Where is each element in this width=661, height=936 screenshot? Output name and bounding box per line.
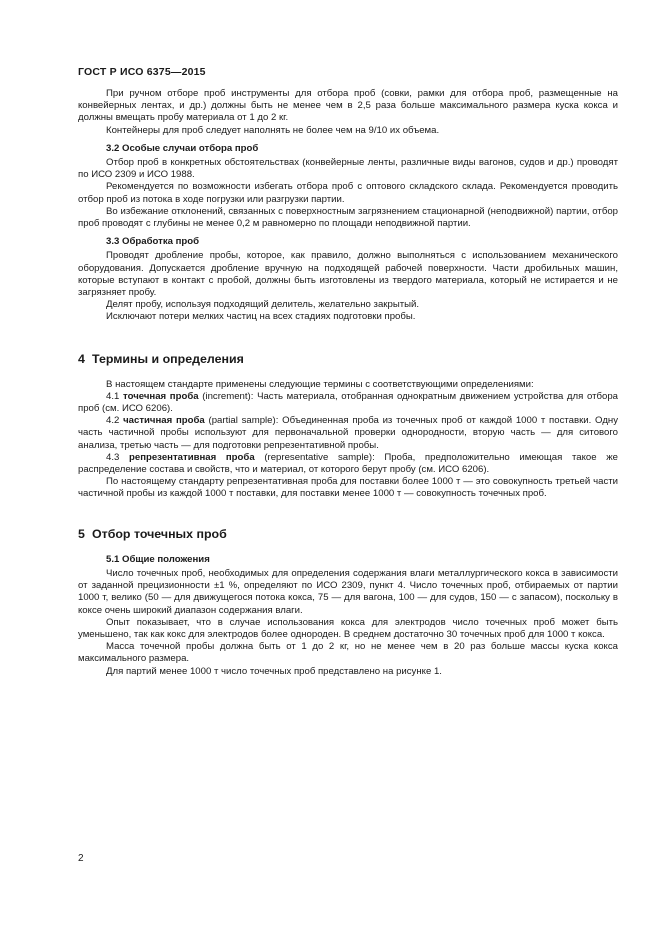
- paragraph: Число точечных проб, необходимых для определения содержания влаги металлургического кокса в зависимости от заданной прецизионности ±1 %, определяют по ИСО 2309, пункт 4. Число точечных проб, отбираемых от партии 1000 т, велико (50 — для движущегося потока кокса, 75 — для вагона, 100 — для судов, 150 — с запасом), поскольку в коксе очень широкий диапазон содержания влаги.: [78, 567, 618, 616]
- section-title: Отбор точечных проб: [92, 526, 227, 541]
- paragraph: Контейнеры для проб следует наполнять не более чем на 9/10 их объема.: [106, 124, 440, 136]
- paragraph: В настоящем стандарте применены следующие термины с соответствующими определениями:: [106, 378, 534, 390]
- term: точечная проба: [123, 390, 199, 402]
- paragraph: По настоящему стандарту репрезентативная проба для поставки более 1000 т — это совокупность третьей части частичной пробы из каждой 1000 т поставки, для поставки менее 1000 т — совокупность точечных проб.: [78, 476, 618, 500]
- term: репрезентативная проба: [129, 451, 255, 463]
- definition: (increment): Часть материала, отобранная однократным движением устройства для отбора проб (см. ИСО 6206).: [78, 390, 618, 415]
- section-heading-4: [78, 352, 618, 367]
- subsection-title-3-3: 3.3 Обработка проб: [106, 236, 200, 248]
- paragraph: Масса точечной пробы должна быть от 1 до 2 кг, но не менее чем в 20 раз больше массы куска кокса максимального размера.: [78, 641, 618, 665]
- term: частичная проба: [123, 415, 205, 427]
- subsection-title-5-1: 5.1 Общие положения: [106, 553, 210, 565]
- paragraph: Делят пробу, используя подходящий делитель, желательно закрытый.: [106, 299, 420, 311]
- definition: (partial sample): Объединенная проба из точечных проб от каждой 1000 т поставки. Одну часть частичной пробы используют для первоначальной проверки однородности, вторую часть — для ситового анализа, третью часть — для подготовки репрезентативной пробы.: [78, 415, 619, 451]
- term-definition-4-2: [78, 415, 618, 452]
- standard-header: ГОСТ Р ИСО 6375—2015: [78, 66, 206, 78]
- paragraph: Во избежание отклонений, связанных с поверхностным загрязнением стационарной (неподвижной) партии, отбор проб проводят с глубины не менее 0,2 м равномерно по площади неподвижной партии.: [78, 205, 618, 230]
- paragraph: Для партий менее 1000 т число точечных проб представлено на рисунке 1.: [106, 665, 442, 677]
- subsection-title-3-2: 3.2 Особые случаи отбора проб: [106, 142, 259, 154]
- paragraph: Отбор проб в конкретных обстоятельствах (конвейерные ленты, различные виды вагонов, судов и др.) проводят по ИСО 2309 и ИСО 1988.: [78, 157, 618, 181]
- page-number: 2: [78, 853, 84, 864]
- term-definition-4-1: [78, 391, 618, 415]
- section-heading-5: [78, 527, 618, 542]
- section-title: Термины и определения: [92, 351, 244, 366]
- paragraph: Рекомендуется по возможности избегать отбора проб с оптового складского склада. Рекомендуется проводить отбор проб из потока в ходе погрузки или разгрузки партии.: [78, 181, 618, 205]
- term-number: 4.1: [106, 390, 123, 402]
- term-definition-4-3: [78, 452, 618, 476]
- document-body: [78, 88, 618, 678]
- section-number: 4: [78, 351, 85, 366]
- paragraph: Проводят дробление пробы, которое, как правило, должно выполняться с использованием механического оборудования. Допускается дробление вручную на подходящей рабочей поверхности. Части дробильных машин, которые вступают в контакт с пробой, должны быть изготовлены из твердого материала, который не истирается и не загрязняет пробу.: [78, 250, 618, 299]
- section-number: 5: [78, 526, 85, 541]
- definition: (representative sample): Проба, предположительно имеющая такое же распределение состава и свойств, что и материал, от которого берут пробу (см. ИСО 6206).: [78, 451, 618, 476]
- paragraph: При ручном отборе проб инструменты для отбора проб (совки, рамки для отбора проб, размещенные на конвейерных лентах, и др.) должны быть не менее чем в 2,5 раза больше максимального размера куска кокса и должны вмещать пробу материала от 1 до 2 кг.: [78, 88, 618, 124]
- paragraph: Исключают потери мелких частиц на всех стадиях подготовки пробы.: [106, 311, 416, 323]
- paragraph: Опыт показывает, что в случае использования кокса для электродов число точечных проб может быть уменьшено, так как кокс для электродов более однороден. В среднем достаточно 30 точечных проб для 1000 т кокса.: [78, 616, 618, 640]
- term-number: 4.3: [106, 451, 129, 463]
- term-number: 4.2: [106, 415, 124, 427]
